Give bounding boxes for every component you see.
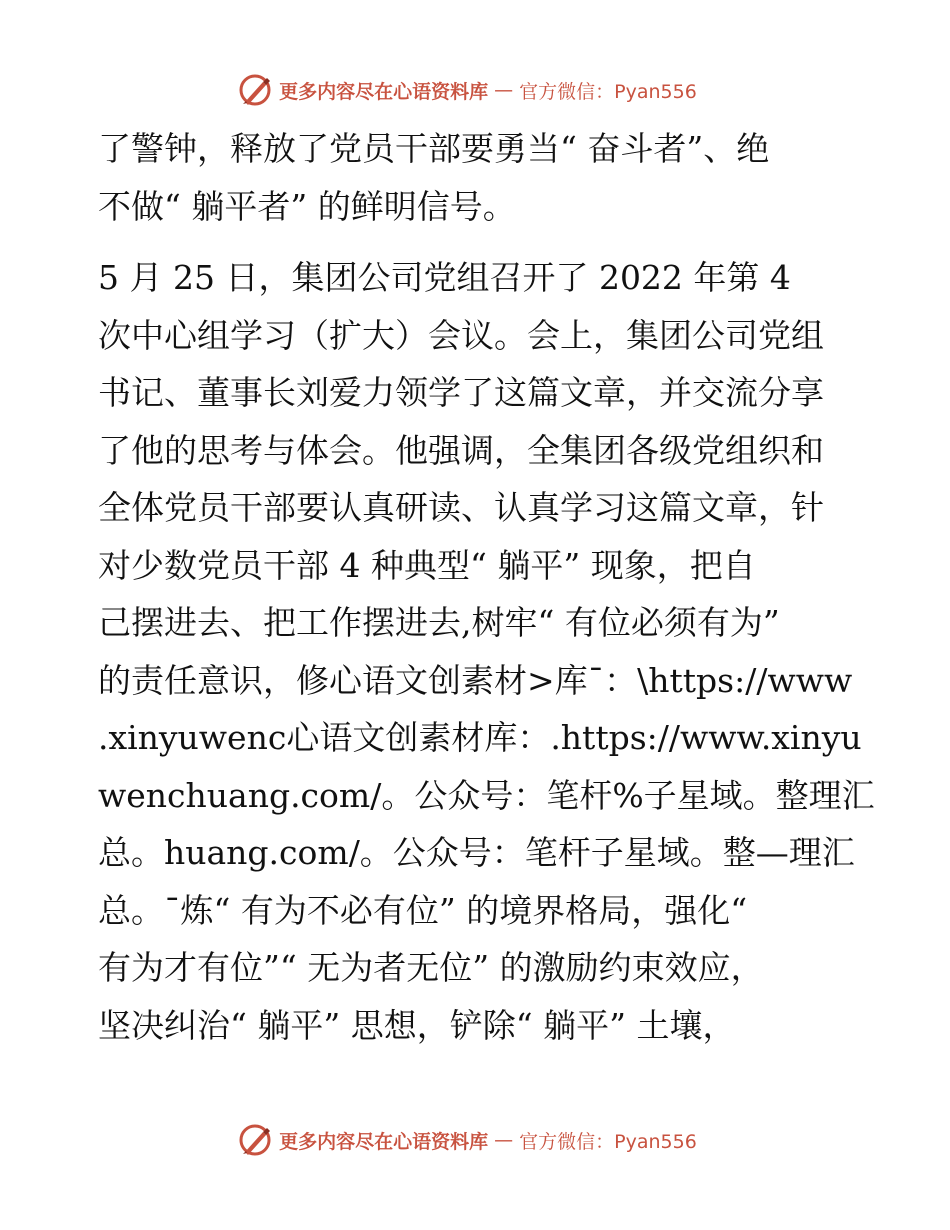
header-separator: — xyxy=(494,79,514,101)
text-line: 有为才有位”“ 无为者无位” 的激励约束效应， xyxy=(98,948,764,987)
pen-logo-icon xyxy=(237,72,273,108)
text-line: 己摆进去、把工作摆进去,树牢“ 有位必须有为” xyxy=(98,603,780,642)
pen-logo-icon xyxy=(237,1122,273,1158)
text-line: 5 月 25 日，集团公司党组召开了 2022 年第 4 xyxy=(98,258,791,297)
text-line: 次中心组学习（扩大）会议。会上，集团公司党组 xyxy=(98,315,824,355)
text-line: 全体党员干部要认真研读、认真学习这篇文章，针 xyxy=(98,488,824,527)
text-line: 了警钟，释放了党员干部要勇当“ 奋斗者”、绝 xyxy=(98,129,770,168)
footer-slogan: 更多内容尽在心语资料库 xyxy=(279,1130,489,1153)
text-line: 总。huang.com/。公众号：笔杆子星域。整—理汇 xyxy=(98,833,855,872)
header-banner-inner xyxy=(237,72,697,108)
text-line: 的责任意识，修心语文创素材>库¯：\https://www xyxy=(98,660,853,700)
document-body xyxy=(98,120,888,1054)
footer-separator: — xyxy=(494,1129,514,1151)
footer-banner xyxy=(0,1120,950,1160)
footer-contact: 官方微信：Pyan556 xyxy=(519,1130,697,1153)
paragraph xyxy=(98,249,888,1054)
header-slogan: 更多内容尽在心语资料库 xyxy=(279,80,489,103)
header-banner xyxy=(0,70,950,110)
paragraph xyxy=(98,120,888,235)
text-line: 坚决纠治“ 躺平” 思想，铲除“ 躺平” 土壤， xyxy=(98,1005,736,1045)
footer-banner-inner xyxy=(237,1122,697,1158)
text-line: 总。¯炼“ 有为不必有位” 的境界格局，强化“ xyxy=(98,890,748,930)
text-line: wenchuang.com/。公众号：笔杆%子星域。整理汇 xyxy=(98,775,875,815)
text-line: 了他的思考与体会。他强调，全集团各级党组织和 xyxy=(98,430,824,470)
text-line: 书记、董事长刘爱力领学了这篇文章，并交流分享 xyxy=(98,373,824,412)
paragraph-spacer xyxy=(98,235,888,249)
text-line: .xinyuwenc心语文创素材库：.https://www.xinyu xyxy=(98,718,862,757)
text-line: 不做“ 躺平者” 的鲜明信号。 xyxy=(98,186,516,226)
header-contact: 官方微信：Pyan556 xyxy=(519,80,697,103)
text-line: 对少数党员干部 4 种典型“ 躺平” 现象，把自 xyxy=(98,545,756,585)
